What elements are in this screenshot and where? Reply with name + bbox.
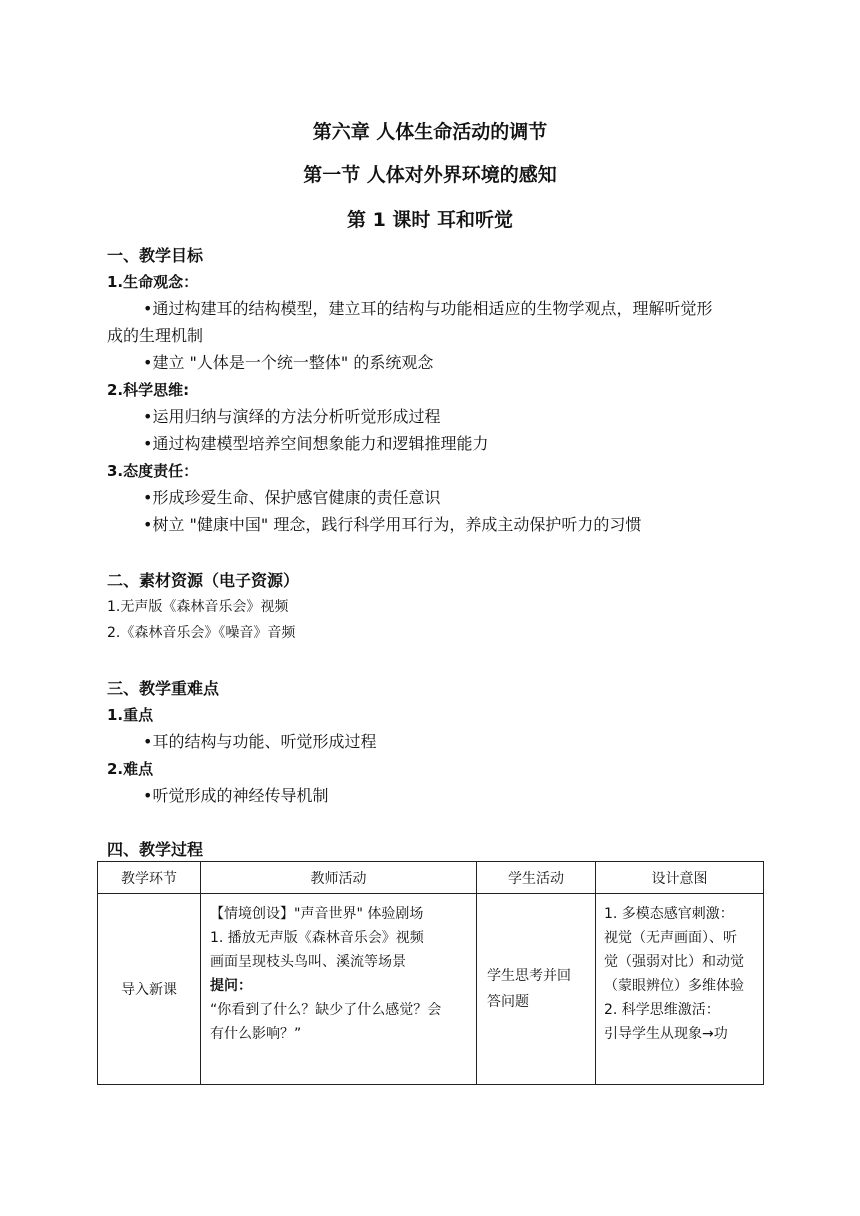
- resources-heading: 二、素材资源（电子资源）: [107, 571, 300, 590]
- key-point-label: 1.重点: [107, 706, 154, 724]
- student-activity-line: 学生思考并回: [487, 968, 571, 984]
- difficult-point-item: •听觉形成的神经传导机制: [143, 786, 329, 805]
- objective-item-continuation: 成的生理机制: [107, 326, 204, 345]
- column-header: 学生活动: [477, 862, 596, 894]
- section-title: 第一节 人体对外界环境的感知: [303, 164, 557, 186]
- resource-item: 2.《森林音乐会》《噪音》音频: [107, 625, 296, 641]
- life-concept-label: 1.生命观念：: [107, 273, 199, 291]
- table-header-row: [98, 862, 764, 894]
- teacher-activity-line: “你看到了什么？缺少了什么感觉？会: [210, 1002, 442, 1018]
- objective-item: •通过构建模型培养空间想象能力和逻辑推理能力: [143, 434, 489, 453]
- key-point-item: •耳的结构与功能、听觉形成过程: [143, 732, 377, 751]
- lesson-title: 第 1 课时 耳和听觉: [346, 209, 514, 231]
- design-intent-line: 2. 科学思维激活：: [604, 1002, 720, 1018]
- teacher-activity-line: 【情境创设】"声音世界" 体验剧场: [210, 906, 424, 922]
- table-row: [98, 894, 764, 1085]
- design-intent-cell: [596, 894, 764, 1085]
- column-header: 教师活动: [201, 862, 477, 894]
- objective-item: •树立 "健康中国" 理念，践行科学用耳行为，养成主动保护听力的习惯: [143, 515, 642, 534]
- design-intent-line: 引导学生从现象→功: [604, 1026, 728, 1042]
- process-table: [97, 861, 764, 1085]
- teacher-activity-line: 提问：: [210, 978, 252, 994]
- teacher-activity-line: 1. 播放无声版《森林音乐会》视频: [210, 930, 424, 946]
- design-intent-line: （蒙眼辨位）多维体验: [604, 978, 744, 994]
- objective-item: •通过构建耳的结构模型，建立耳的结构与功能相适应的生物学观点，理解听觉形: [143, 299, 713, 318]
- objective-item: •运用归纳与演绎的方法分析听觉形成过程: [143, 407, 441, 426]
- student-activity-cell: [477, 894, 596, 1085]
- teacher-activity-cell: [201, 894, 477, 1085]
- resource-item: 1.无声版《森林音乐会》视频: [107, 599, 289, 615]
- objective-item: •形成珍爱生命、保护感官健康的责任意识: [143, 488, 441, 507]
- design-intent-line: 觉（强弱对比）和动觉: [604, 954, 744, 970]
- teacher-activity-line: 有什么影响？”: [210, 1026, 302, 1042]
- teacher-activity-line: 画面呈现枝头鸟叫、溪流等场景: [210, 954, 406, 970]
- column-header: 设计意图: [596, 862, 764, 894]
- attitude-label: 3.态度责任：: [107, 462, 199, 480]
- objective-item: •建立 "人体是一个统一整体" 的系统观念: [143, 353, 434, 372]
- column-header: 教学环节: [98, 862, 201, 894]
- process-heading: 四、教学过程: [107, 840, 204, 859]
- design-intent-line: 1. 多模态感官刺激：: [604, 906, 734, 922]
- stage-cell: 导入新课: [98, 894, 201, 1085]
- difficult-point-label: 2.难点: [107, 760, 154, 778]
- objectives-heading: 一、教学目标: [107, 246, 204, 265]
- key-points-heading: 三、教学重难点: [107, 679, 220, 698]
- student-activity-line: 答问题: [487, 994, 529, 1010]
- scientific-thinking-label: 2.科学思维:: [107, 381, 190, 399]
- design-intent-line: 视觉（无声画面）、听: [604, 930, 737, 946]
- chapter-title: 第六章 人体生命活动的调节: [312, 121, 548, 143]
